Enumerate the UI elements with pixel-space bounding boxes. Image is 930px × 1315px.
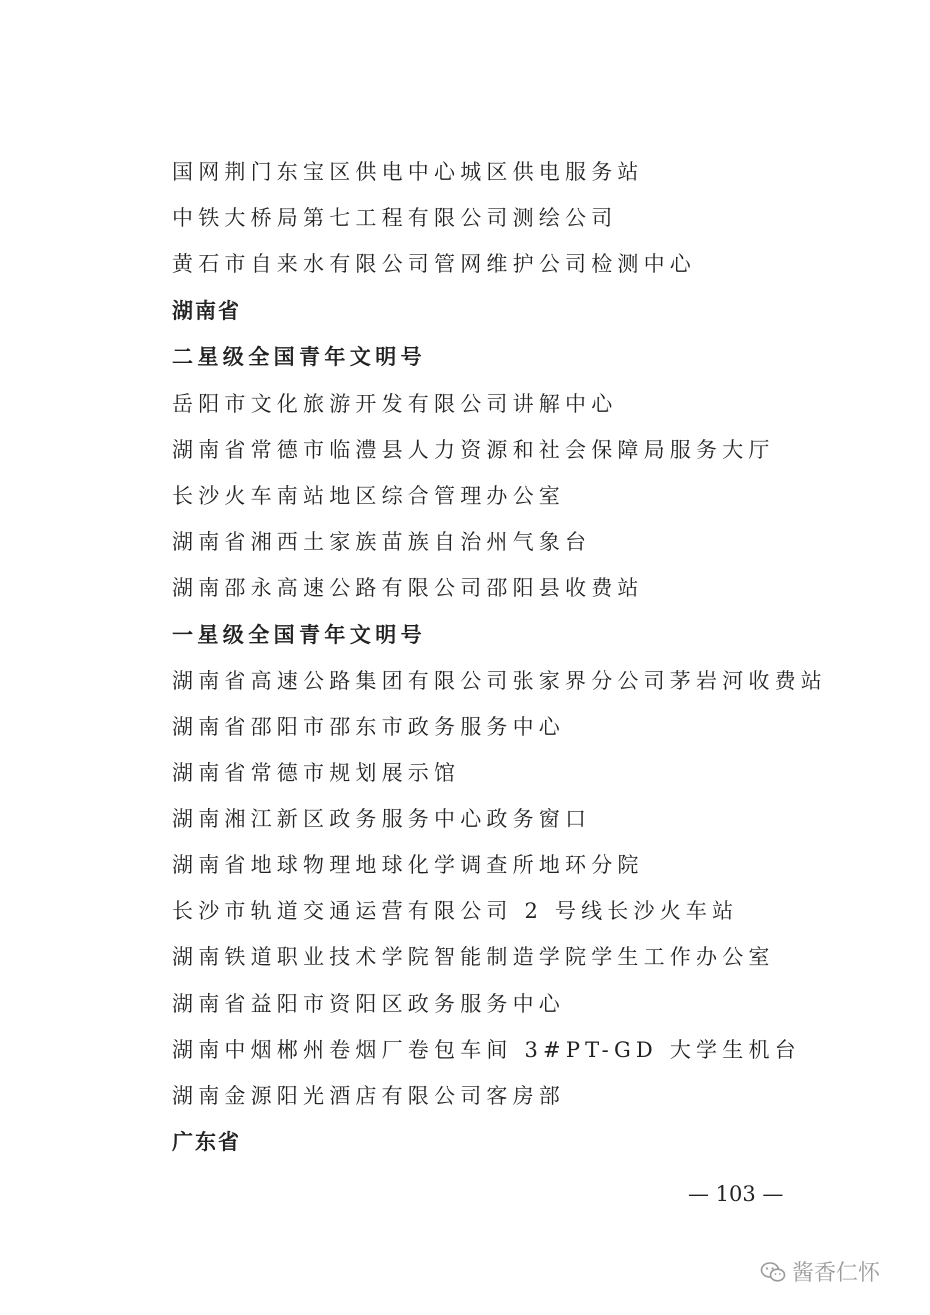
page-number: — 103 — bbox=[688, 1182, 784, 1206]
tier-heading: 一星级全国青年文明号 bbox=[172, 622, 426, 647]
wechat-icon bbox=[760, 1261, 786, 1283]
list-item: 湖南中烟郴州卷烟厂卷包车间 3#PT-GD 大学生机台 bbox=[172, 1038, 801, 1062]
list-item: 湖南省常德市规划展示馆 bbox=[172, 761, 461, 785]
list-item: 湖南湘江新区政务服务中心政务窗口 bbox=[172, 807, 592, 831]
list-item: 湖南金源阳光酒店有限公司客房部 bbox=[172, 1084, 565, 1108]
watermark bbox=[760, 1256, 880, 1287]
list-item: 国网荆门东宝区供电中心城区供电服务站 bbox=[172, 160, 644, 184]
list-item: 湖南省益阳市资阳区政务服务中心 bbox=[172, 992, 565, 1016]
list-item: 长沙市轨道交通运营有限公司 2 号线长沙火车站 bbox=[172, 899, 739, 923]
province-heading: 广东省 bbox=[172, 1129, 241, 1154]
list-item: 湖南省高速公路集团有限公司张家界分公司茅岩河收费站 bbox=[172, 669, 827, 693]
list-item: 湖南省湘西土家族苗族自治州气象台 bbox=[172, 530, 592, 554]
list-item: 湖南邵永高速公路有限公司邵阳县收费站 bbox=[172, 576, 644, 600]
list-item: 湖南省地球物理地球化学调查所地环分院 bbox=[172, 853, 644, 877]
list-item: 中铁大桥局第七工程有限公司测绘公司 bbox=[172, 206, 618, 230]
list-item: 岳阳市文化旅游开发有限公司讲解中心 bbox=[172, 392, 618, 416]
list-item: 黄石市自来水有限公司管网维护公司检测中心 bbox=[172, 252, 696, 276]
watermark-text: 酱香仁怀 bbox=[792, 1261, 881, 1286]
list-item: 湖南铁道职业技术学院智能制造学院学生工作办公室 bbox=[172, 945, 775, 969]
list-item: 湖南省邵阳市邵东市政务服务中心 bbox=[172, 715, 565, 739]
tier-heading: 二星级全国青年文明号 bbox=[172, 344, 426, 369]
list-item: 湖南省常德市临澧县人力资源和社会保障局服务大厅 bbox=[172, 438, 775, 462]
list-item: 长沙火车南站地区综合管理办公室 bbox=[172, 484, 565, 508]
province-heading: 湖南省 bbox=[172, 298, 241, 323]
